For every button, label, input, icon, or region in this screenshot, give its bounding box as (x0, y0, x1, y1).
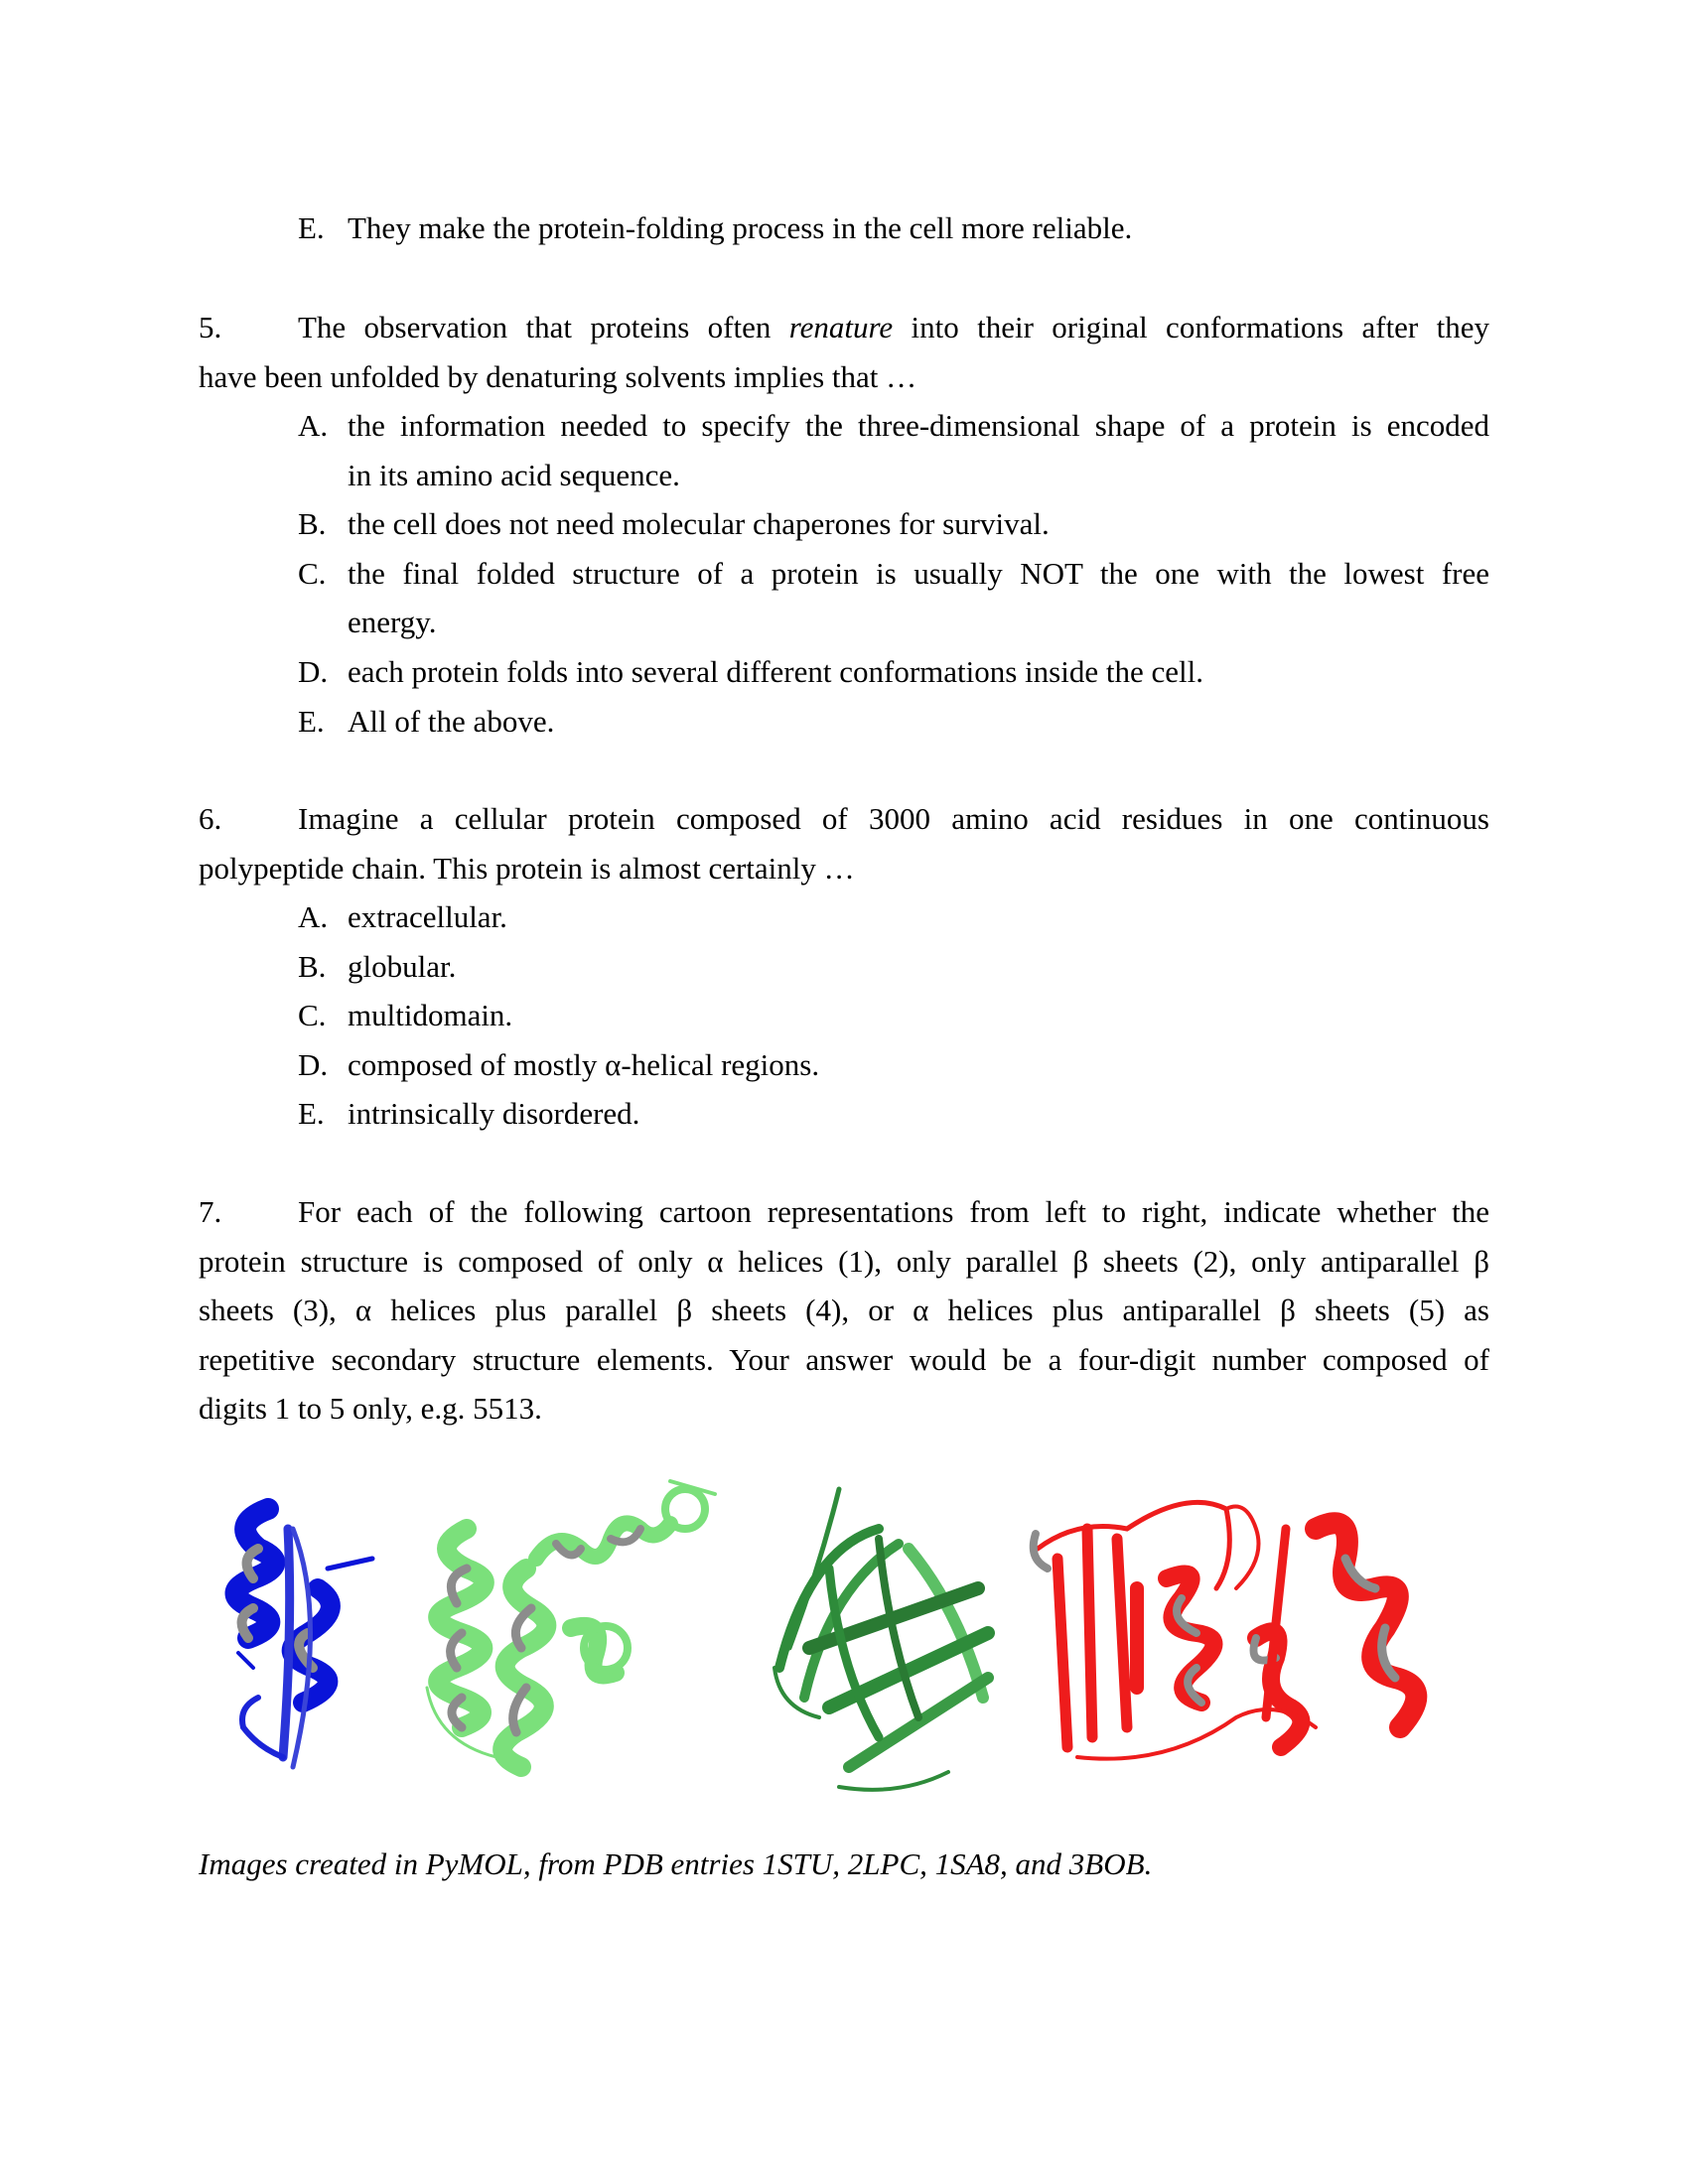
option-label: B. (298, 506, 327, 542)
option-text-line: in its amino acid sequence. (348, 457, 680, 492)
question-number: 6. (199, 801, 222, 836)
q7-line4: repetitive secondary structure elements. Your answer would be a four-digit number composed of (199, 1341, 1489, 1377)
option-label: E. (298, 1096, 325, 1132)
option-text-line: the information needed to specify the three-dimensional shape of a protein is encoded (348, 408, 1489, 443)
q5-stem-line2: have been unfolded by denaturing solvents implies that … (199, 358, 917, 394)
q6-options (298, 892, 1489, 1139)
protein-3bob-image (1018, 1469, 1475, 1807)
option-text: each protein folds into several different conformations inside the cell. (348, 653, 1203, 689)
q4-options (298, 204, 1489, 253)
protein-1stu-image (199, 1469, 407, 1807)
protein-1sa8-image (750, 1469, 1008, 1807)
option-label: B. (298, 948, 327, 984)
q5-option-c (298, 549, 1489, 647)
q5-options (298, 401, 1489, 746)
stem-text: For each of the following cartoon representations from left to right, indicate whether the (298, 1194, 1489, 1229)
option-text: globular. (348, 948, 457, 984)
stem-italic-term: renature (788, 310, 894, 344)
q6-option-e (298, 1089, 1489, 1139)
protein-2lpc-image (407, 1469, 735, 1807)
stem-text: The observation that proteins often (298, 310, 789, 344)
option-label: E. (298, 210, 325, 245)
q6-option-a (298, 892, 1489, 942)
question-5 (199, 303, 1489, 401)
question-number: 7. (199, 1194, 222, 1229)
option-text-line: energy. (348, 605, 437, 640)
option-text: intrinsically disordered. (348, 1096, 640, 1132)
q4-option-e (298, 204, 1489, 253)
q5-option-b (298, 499, 1489, 549)
q5-option-a (298, 401, 1489, 499)
q6-stem-line2: polypeptide chain. This protein is almost certainly … (199, 850, 855, 886)
option-label: A. (298, 899, 329, 934)
q7-line2: protein structure is composed of only α helices (1), only parallel β sheets (2), only antiparallel β (199, 1243, 1489, 1279)
q5-option-e (298, 697, 1489, 747)
q5-option-d (298, 647, 1489, 697)
option-text: the cell does not need molecular chaperones for survival. (348, 506, 1050, 542)
stem-text: into their original conformations after they (893, 310, 1489, 344)
stem-text: Imagine a cellular protein composed of 3000 amino acid residues in one continuous (298, 801, 1489, 836)
q7-line3: sheets (3), α helices plus parallel β sheets (4), or α helices plus antiparallel β sheets (5) as (199, 1293, 1489, 1328)
figure-caption: Images created in PyMOL, from PDB entries 1STU, 2LPC, 1SA8, and 3BOB. (199, 1846, 1153, 1881)
option-text: composed of mostly α-helical regions. (348, 1046, 820, 1082)
option-label: A. (298, 408, 329, 443)
option-text (348, 549, 1489, 647)
q6-option-d (298, 1040, 1489, 1090)
option-text: extracellular. (348, 899, 507, 934)
q5-stem-line1 (199, 303, 1489, 352)
option-text: They make the protein-folding process in the cell more reliable. (348, 210, 1133, 245)
option-label: E. (298, 703, 325, 739)
question-6 (199, 794, 1489, 892)
option-label: D. (298, 653, 329, 689)
q6-option-b (298, 942, 1489, 992)
protein-figures (199, 1469, 1489, 1807)
q7-line5: digits 1 to 5 only, e.g. 5513. (199, 1391, 542, 1427)
option-text: All of the above. (348, 703, 555, 739)
q6-stem-line1 (199, 794, 1489, 844)
option-text (348, 401, 1489, 499)
option-label: D. (298, 1046, 329, 1082)
option-text: multidomain. (348, 998, 513, 1033)
option-label: C. (298, 555, 327, 591)
q6-option-c (298, 991, 1489, 1040)
question-number: 5. (199, 310, 222, 344)
option-label: C. (298, 998, 327, 1033)
question-7 (199, 1187, 1489, 1433)
q7-line1 (199, 1187, 1489, 1237)
option-text-line: the final folded structure of a protein is usually NOT the one with the lowest free (348, 555, 1489, 591)
